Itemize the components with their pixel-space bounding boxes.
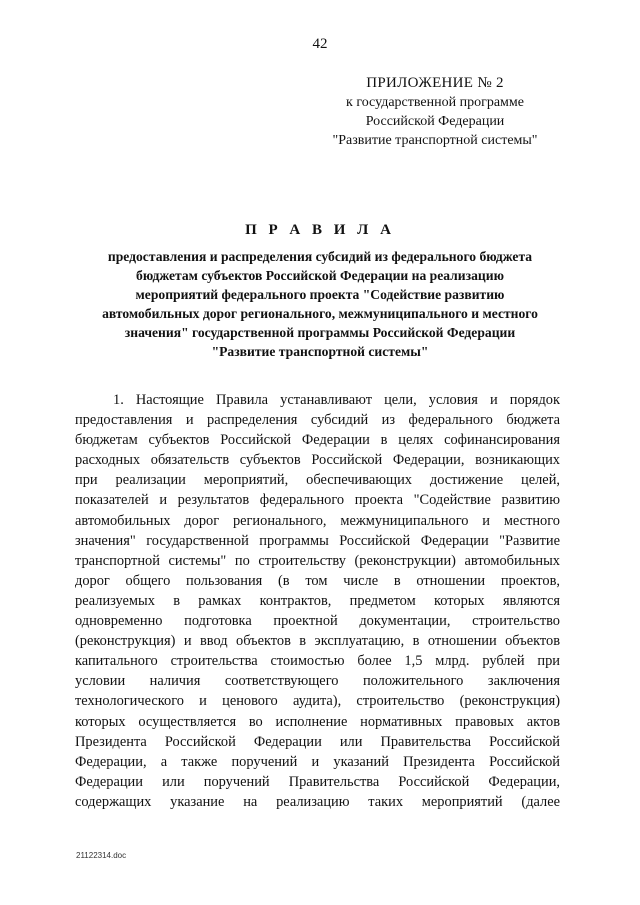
body-line: бюджетам субъектов Российской Федерации в целях софинансирования — [75, 432, 560, 449]
body-line: капитального строительства стоимостью более 1,5 млрд. рублей при — [75, 653, 560, 670]
document-file-code: 21122314.doc — [76, 851, 127, 860]
body-line: Федерации, а также поручений и указаний Президента Российской — [75, 753, 560, 770]
body-line: реализуемых в рамках контрактов, предметом которых являются — [75, 592, 560, 609]
subtitle-line: "Развитие транспортной системы" — [211, 344, 429, 359]
appendix-line: "Развитие транспортной системы" — [332, 133, 538, 148]
body-line: (реконструкция) и ввод объектов в эксплуатацию, в отношении объектов — [75, 633, 560, 650]
subtitle-line: значения" государственной программы Российской Федерации — [124, 325, 516, 340]
body-line: предоставления и распределения субсидий из федерального бюджета — [75, 412, 560, 429]
body-line: значения" государственной программы Российской Федерации "Развитие — [75, 532, 560, 549]
body-line: автомобильных дорог регионального, межмуниципального и местного — [75, 512, 560, 529]
appendix-line: Российской Федерации — [365, 114, 505, 129]
appendix-header — [300, 74, 570, 150]
body-line: расходных обязательств субъектов Российской Федерации, возникающих — [75, 452, 560, 469]
appendix-line: к государственной программе — [346, 95, 524, 110]
body-line: одновременно подготовка проектной документации, строительство — [75, 613, 560, 630]
body-line: при реализации мероприятий, обеспечивающих достижение целей, — [75, 472, 560, 489]
body-line: которых осуществляется во исполнение нормативных правовых актов — [75, 713, 560, 730]
body-line: Президента Российской Федерации или Правительства Российской — [75, 733, 560, 750]
body-line: Федерации или поручений Правительства Российской Федерации, — [75, 773, 560, 790]
rules-title: П Р А В И Л А — [245, 222, 395, 238]
body-line: транспортной системы" по строительству (реконструкции) автомобильных — [75, 552, 560, 569]
body-line: условии наличия соответствующего положительного заключения — [75, 673, 560, 690]
subtitle-line: бюджетам субъектов Российской Федерации на реализацию — [136, 268, 504, 283]
subtitle-line: мероприятий федерального проекта "Содействие развитию — [135, 287, 505, 302]
page-number: 42 — [312, 36, 328, 52]
body-line: содержащих указание на реализацию таких мероприятий (далее — [75, 793, 560, 810]
body-line: 1. Настоящие Правила устанавливают цели, условия и порядок — [113, 392, 560, 408]
appendix-title: ПРИЛОЖЕНИЕ № 2 — [366, 75, 504, 91]
body-line: технологического и ценового аудита), строительство (реконструкция) — [75, 693, 560, 710]
rules-subtitle — [80, 247, 560, 361]
body-line: дорог общего пользования (в том числе в отношении проектов, — [75, 572, 560, 589]
body-paragraph — [75, 390, 560, 812]
subtitle-line: предоставления и распределения субсидий из федерального бюджета — [107, 249, 533, 264]
body-line: показателей и результатов федерального проекта "Содействие развитию — [75, 492, 560, 509]
subtitle-line: автомобильных дорог регионального, межмуниципального и местного — [102, 306, 538, 321]
